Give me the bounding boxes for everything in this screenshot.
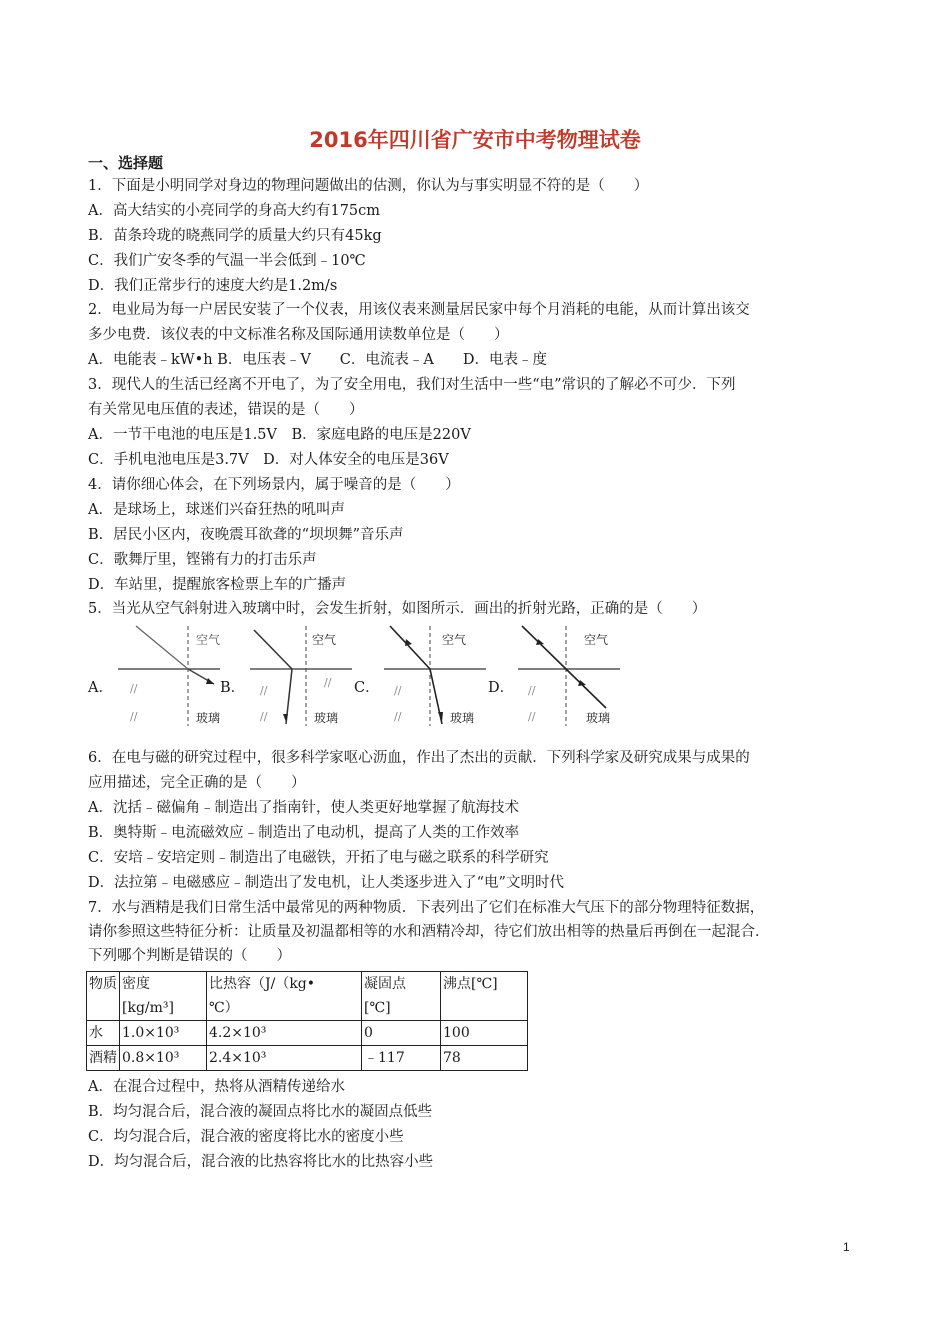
svg-text://: // — [130, 710, 138, 723]
table-cell: 1.0×10³ — [120, 1021, 207, 1046]
svg-text://: // — [528, 710, 536, 723]
svg-text://: // — [324, 676, 332, 689]
text-line: 应用描述，完全正确的是（ ） — [88, 775, 306, 791]
text-line: A．一节干电池的电压是1.5V B．家庭电路的电压是220V — [88, 427, 471, 443]
svg-text://: // — [260, 710, 268, 723]
table-header-cell: 凝固点 [℃] — [362, 972, 441, 1021]
text-line: D．法拉第﹣电磁感应﹣制造出了发电机，让人类逐步进入了“电”文明时代 — [88, 875, 564, 891]
text-line: D．均匀混合后，混合液的比热容将比水的比热容小些 — [88, 1154, 434, 1170]
svg-text://: // — [130, 682, 138, 695]
table-cell: ﹣117 — [362, 1046, 441, 1071]
table-row — [87, 1021, 528, 1046]
text-line: 2．电业局为每一户居民安装了一个仪表，用该仪表来测量居民家中每个月消耗的电能，从而计算出该交 — [88, 302, 750, 318]
text-line: A．是球场上，球迷们兴奋狂热的吼叫声 — [88, 502, 345, 518]
glass-label: 玻璃 — [314, 711, 339, 725]
table-cell: 水 — [87, 1021, 120, 1046]
svg-text://: // — [394, 684, 402, 697]
text-line: 7．水与酒精是我们日常生活中最常见的两种物质．下表列出了它们在标准大气压下的部分物理特征数据， — [88, 900, 765, 916]
glass-label: 玻璃 — [196, 711, 221, 725]
table-cell: 2.4×10³ — [207, 1046, 362, 1071]
air-label: 空气 — [312, 633, 337, 647]
text-line: 有关常见电压值的表述，错误的是（ ） — [88, 402, 364, 418]
table-header-cell: 物质 — [87, 972, 120, 1021]
text-line: 请你参照这些特征分析：让质量及初温都相等的水和酒精冷却，待它们放出相等的热量后再倒在一起混合． — [88, 924, 770, 940]
table-cell: 100 — [441, 1021, 528, 1046]
svg-text://: // — [260, 684, 268, 697]
text-line: 5．当光从空气斜射进入玻璃中时，会发生折射，如图所示．画出的折射光路，正确的是（ ） — [88, 601, 707, 617]
text-line: A．高大结实的小亮同学的身高大约有175cm — [88, 203, 381, 219]
svg-text://: // — [394, 710, 402, 723]
text-line: A．沈括﹣磁偏角﹣制造出了指南针，使人类更好地掌握了航海技术 — [88, 800, 519, 816]
table-header-cell: 沸点[℃] — [441, 972, 528, 1021]
glass-label: 玻璃 — [450, 711, 475, 725]
option-label: C． — [354, 680, 380, 696]
text-line: C．我们广安冬季的气温一半会低到﹣10℃ — [88, 253, 366, 269]
section-heading: 一、选择题 — [88, 154, 164, 172]
table-cell: 酒精 — [87, 1046, 120, 1071]
text-line: 下列哪个判断是错误的（ ） — [88, 948, 291, 964]
option-label: A． — [88, 680, 113, 696]
text-line: B．均匀混合后，混合液的凝固点将比水的凝固点低些 — [88, 1104, 433, 1120]
air-label: 空气 — [584, 633, 609, 647]
figure-d — [514, 622, 624, 727]
table-cell: 0 — [362, 1021, 441, 1046]
air-label: 空气 — [442, 633, 467, 647]
text-line: D．我们正常步行的速度大约是1.2m/s — [88, 278, 338, 294]
text-line: B．苗条玲珑的晓燕同学的质量大约只有45kg — [88, 228, 382, 244]
text-line: 4．请你细心体会，在下列场景内，属于噪音的是（ ） — [88, 477, 460, 493]
option-label: B． — [220, 680, 246, 696]
page-number: 1 — [843, 1240, 850, 1254]
text-line: B．居民小区内，夜晚震耳欲聋的“坝坝舞”音乐声 — [88, 527, 404, 543]
figure-a — [114, 622, 224, 727]
table-header-cell: 比热容（J/（kg• ℃） — [207, 972, 362, 1021]
figure-c — [380, 622, 490, 727]
text-line: C．歌舞厅里，铿锵有力的打击乐声 — [88, 552, 317, 568]
table-header-row — [87, 972, 528, 1021]
text-line: 6．在电与磁的研究过程中，很多科学家呕心沥血，作出了杰出的贡献．下列科学家及研究成果与成果的 — [88, 750, 750, 766]
glass-label: 玻璃 — [586, 711, 611, 725]
exam-title: 2016年四川省广安市中考物理试卷 — [309, 128, 641, 152]
text-line: C．均匀混合后，混合液的密度将比水的密度小些 — [88, 1129, 404, 1145]
table-row — [87, 1046, 528, 1071]
text-line: 多少电费．该仪表的中文标准名称及国际通用读数单位是（ ） — [88, 327, 509, 343]
properties-table — [86, 971, 528, 1071]
text-line: 1．下面是小明同学对身边的物理问题做出的估测，你认为与事实明显不符的是（ ） — [88, 178, 649, 194]
text-line: D．车站里，提醒旅客检票上车的广播声 — [88, 577, 347, 593]
text-line: B．奥特斯﹣电流磁效应﹣制造出了电动机，提高了人类的工作效率 — [88, 825, 520, 841]
text-line: C．手机电池电压是3.7V D．对人体安全的电压是36V — [88, 452, 449, 468]
table-cell: 0.8×10³ — [120, 1046, 207, 1071]
svg-text://: // — [528, 684, 536, 697]
text-line: A．在混合过程中，热将从酒精传递给水 — [88, 1079, 345, 1095]
air-label: 空气 — [196, 633, 221, 647]
figure-b — [246, 622, 356, 727]
option-label: D． — [488, 680, 515, 696]
table-cell: 78 — [441, 1046, 528, 1071]
table-header-cell: 密度 [kg/m³] — [120, 972, 207, 1021]
text-line: C．安培﹣安培定则﹣制造出了电磁铁，开拓了电与磁之联系的科学研究 — [88, 850, 549, 866]
text-line: 3．现代人的生活已经离不开电了，为了安全用电，我们对生活中一些“电”常识的了解必不可少．下列 — [88, 377, 736, 393]
refraction-figures — [88, 622, 628, 730]
text-line: A．电能表﹣kW•h B．电压表﹣V C．电流表﹣A D．电表﹣度 — [88, 352, 547, 368]
table-cell: 4.2×10³ — [207, 1021, 362, 1046]
